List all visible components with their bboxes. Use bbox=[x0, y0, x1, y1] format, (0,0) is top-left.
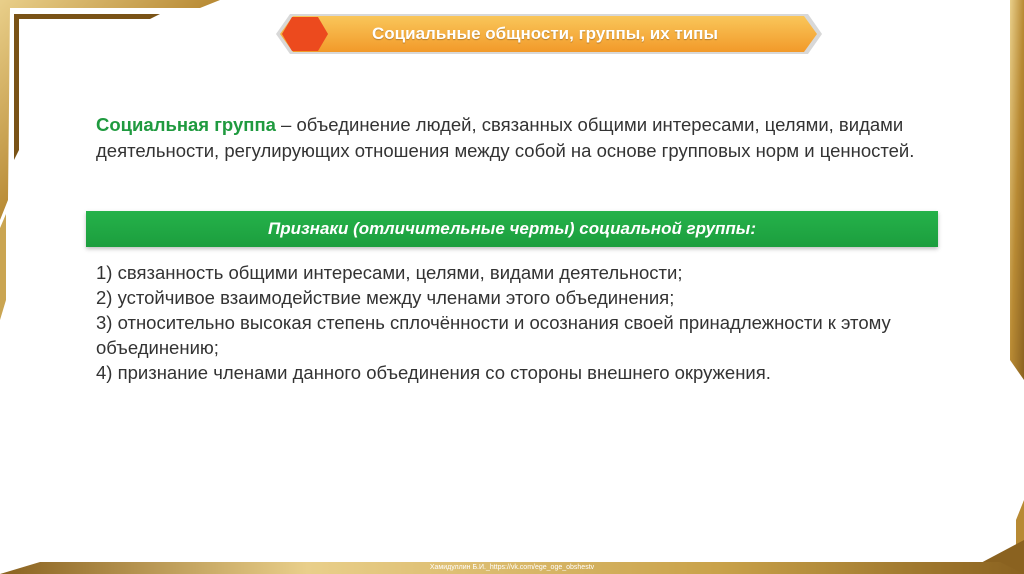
list-item: 2) устойчивое взаимодействие между членами этого объединения; bbox=[96, 287, 675, 308]
features-heading: Признаки (отличительные черты) социальной группы: bbox=[86, 211, 938, 247]
definition-text: – объединение людей, связанных общими интересами, целями, видами деятельности, регулирующих отношения между собой на основе групповых норм и ценностей. bbox=[96, 114, 915, 161]
definition-term: Социальная группа bbox=[96, 114, 276, 135]
list-item: 1) связанность общими интересами, целями, видами деятельности; bbox=[96, 262, 683, 283]
definition-paragraph bbox=[96, 112, 936, 164]
page-title: Социальные общности, группы, их типы bbox=[372, 24, 718, 43]
footer-credit: Хамидуллин Б.И._https://vk.com/ege_oge_obshestv bbox=[429, 564, 595, 571]
features-list bbox=[96, 260, 946, 385]
list-item: 3) относительно высокая степень сплочённости и осознания своей принадлежности к этому объединению; bbox=[96, 312, 891, 358]
list-item: 4) признание членами данного объединения со стороны внешнего окружения. bbox=[96, 362, 771, 383]
